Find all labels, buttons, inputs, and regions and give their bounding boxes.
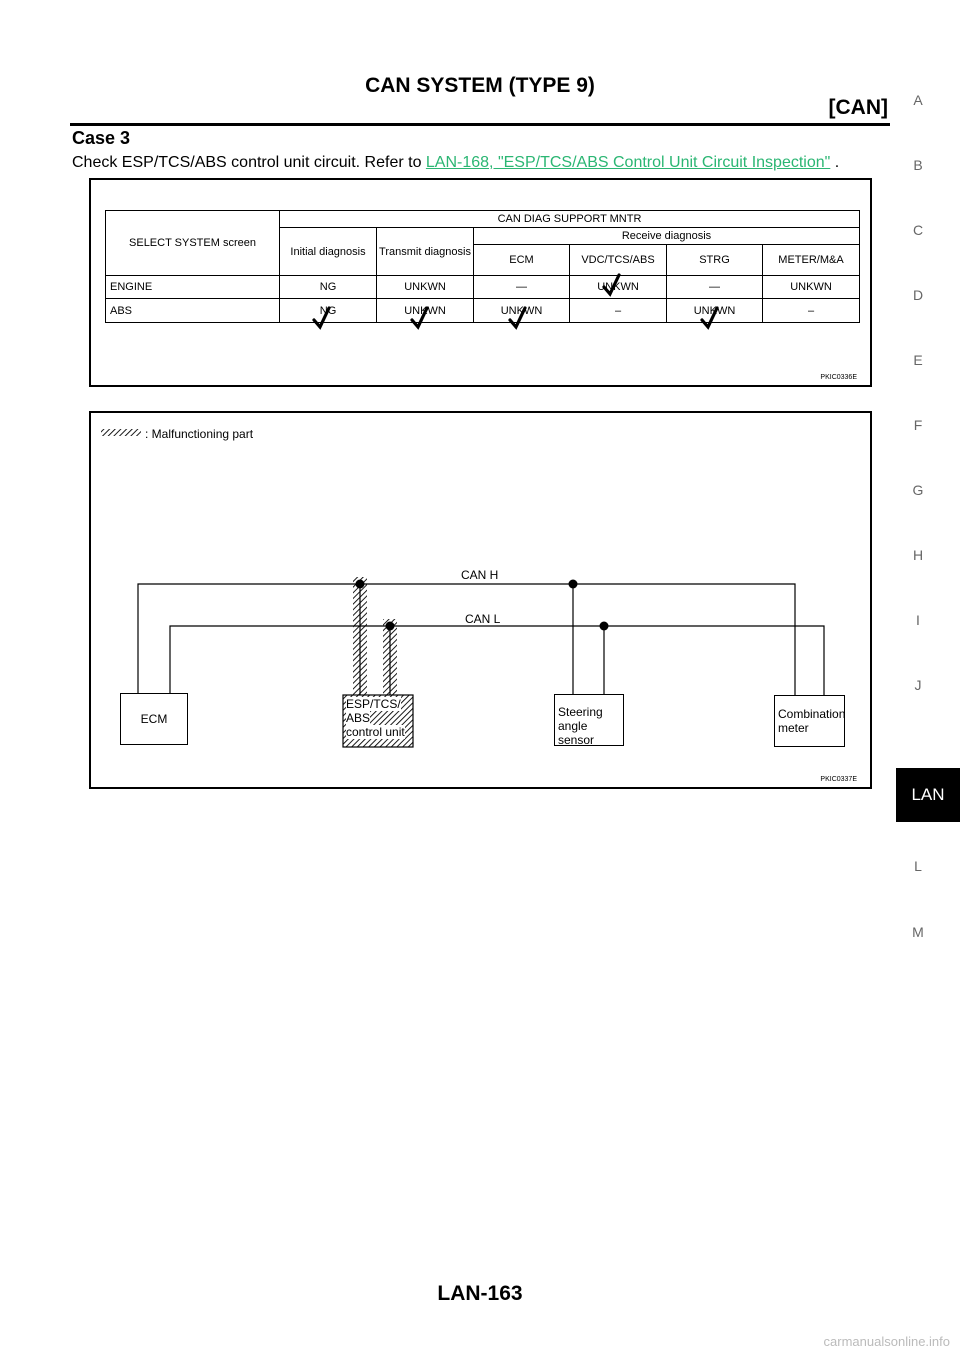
combination-meter-box <box>774 695 845 747</box>
receive-diagnosis-header: Receive diagnosis <box>474 228 860 245</box>
meter-label-1: Combination <box>778 707 846 721</box>
tab-g[interactable]: G <box>912 482 924 498</box>
table-cell: – <box>570 299 667 323</box>
esp-label-3: control unit <box>346 725 405 739</box>
table-cell: — <box>474 276 570 299</box>
can-wiring-diagram <box>89 411 872 789</box>
figure-code: PKIC0336E <box>820 374 857 381</box>
tab-j[interactable]: J <box>914 677 922 693</box>
check-icon <box>412 308 427 327</box>
tab-i[interactable]: I <box>916 612 920 628</box>
section-label: [CAN] <box>828 96 888 119</box>
row-label-abs: ABS <box>106 299 280 323</box>
esp-label-2: ABS <box>346 711 371 725</box>
table-cell: NG <box>280 299 377 323</box>
table-cell: UNKWN <box>763 276 860 299</box>
esp-control-unit-box <box>343 695 413 747</box>
header-rule <box>70 123 890 126</box>
figure-code: PKIC0337E <box>820 776 857 783</box>
table-cell: UNKWN <box>570 276 667 299</box>
table-cell: — <box>667 276 763 299</box>
legend-label: : Malfunctioning part <box>145 427 254 441</box>
tab-c[interactable]: C <box>912 222 924 238</box>
can-h-label: CAN H <box>461 568 499 582</box>
steering-label-2: angle sensor <box>558 719 595 747</box>
table-corner-cell: SELECT SYSTEM screen <box>106 211 280 276</box>
instruction-suffix: . <box>830 154 840 171</box>
check-icon <box>702 308 717 327</box>
instruction-text <box>72 154 839 172</box>
check-icon <box>604 275 619 294</box>
tab-h[interactable]: H <box>912 547 924 563</box>
tab-a[interactable]: A <box>913 92 923 108</box>
instruction-prefix: Check ESP/TCS/ABS control unit circuit. Refer to <box>72 154 426 171</box>
table-cell: UNKWN <box>377 299 474 323</box>
check-icon <box>314 308 329 327</box>
table-cell: UNKWN <box>667 299 763 323</box>
steering-label-1: Steering <box>558 705 603 719</box>
tab-b[interactable]: B <box>913 157 923 173</box>
case-heading: Case 3 <box>72 128 131 148</box>
col-initial-diagnosis: Initial diagnosis <box>280 228 377 276</box>
tab-l[interactable]: L <box>914 858 922 874</box>
wiring-lines <box>91 413 870 787</box>
col-receive-ecm: ECM <box>474 245 570 276</box>
table-cell: – <box>763 299 860 323</box>
check-marks-overlay <box>91 180 870 385</box>
legend-hatch-icon <box>101 429 141 436</box>
col-receive-meter: METER/M&A <box>763 245 860 276</box>
steering-angle-sensor-box <box>554 694 624 746</box>
page-title: CAN SYSTEM (TYPE 9) <box>365 74 595 97</box>
diag-table-figure <box>89 178 872 387</box>
row-label-engine: ENGINE <box>106 276 280 299</box>
tab-f[interactable]: F <box>913 417 923 433</box>
tab-m[interactable]: M <box>912 924 924 940</box>
can-l-label: CAN L <box>465 612 501 626</box>
check-icon <box>510 308 525 327</box>
col-transmit-diagnosis: Transmit diagnosis <box>377 228 474 276</box>
esp-label-1: ESP/TCS/ <box>346 697 401 711</box>
col-receive-vdc: VDC/TCS/ABS <box>570 245 667 276</box>
meter-label-2: meter <box>778 721 809 735</box>
table-cell: NG <box>280 276 377 299</box>
tab-e[interactable]: E <box>913 352 923 368</box>
page-number: LAN-163 <box>437 1282 523 1305</box>
table-cell: UNKWN <box>377 276 474 299</box>
reference-link[interactable]: LAN-168, "ESP/TCS/ABS Control Unit Circuit Inspection" <box>425 154 831 171</box>
table-group-header: CAN DIAG SUPPORT MNTR <box>280 211 860 228</box>
footer-watermark: carmanualsonline.info <box>823 1334 950 1349</box>
tab-d[interactable]: D <box>912 287 924 303</box>
col-receive-strg: STRG <box>667 245 763 276</box>
table-cell: UNKWN <box>474 299 570 323</box>
tab-lan-active[interactable]: LAN <box>896 768 960 822</box>
ecm-box: ECM <box>120 693 188 745</box>
